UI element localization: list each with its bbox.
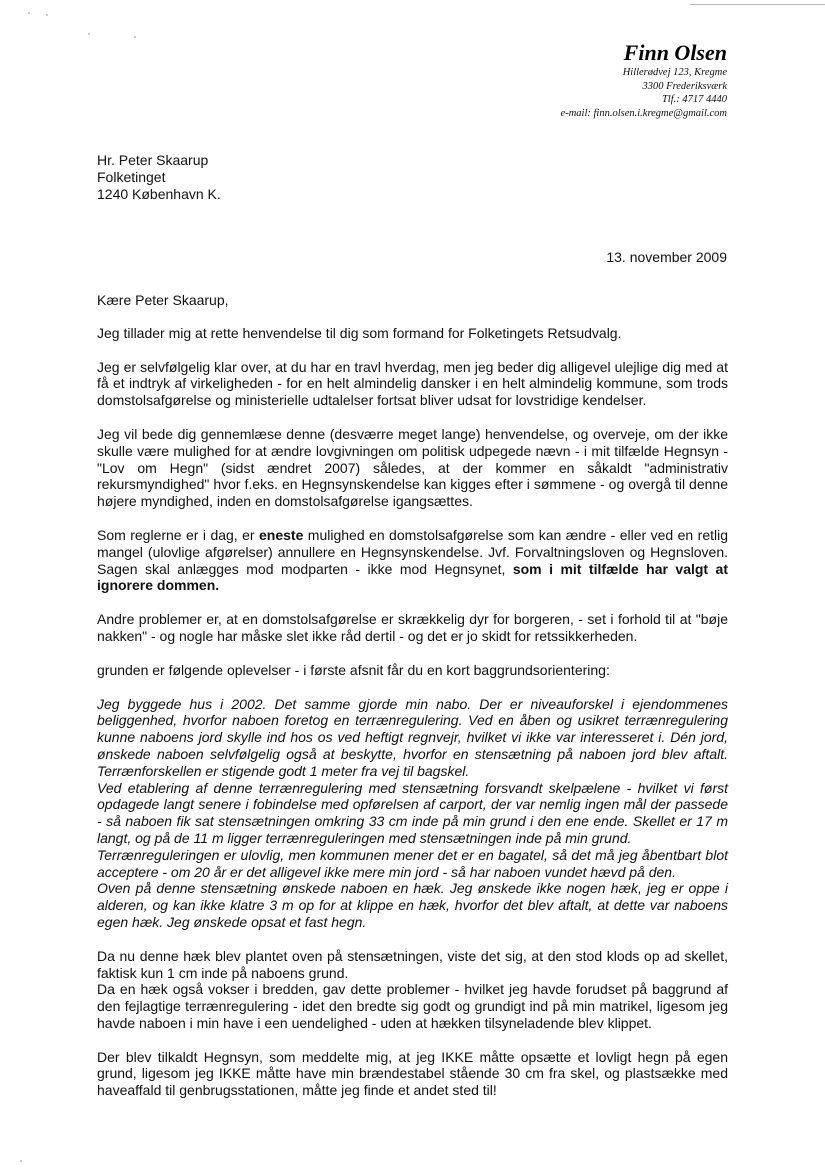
rules-text-a: Som reglerne er i dag, er — [97, 526, 260, 543]
paragraph-rules — [97, 527, 728, 594]
scan-speck — [46, 14, 48, 16]
scan-speck — [28, 12, 30, 14]
recipient-name: Hr. Peter Skaarup — [97, 152, 209, 168]
scan-speck — [20, 1160, 22, 1162]
hedge-text-b: Da en hæk også vokser i bredden, gav dette problemer - hvilket jeg havde forudset på baggrund af den fejlagtige terrænregulering - idet den bredte sig godt og grundigt ind på min matrikel, ligesom jeg havde naboen i min have i een uendelighed - uden at hækken tilsyneladende blev klippet. — [97, 981, 728, 1031]
background-paragraph: Terrænreguleringen er ulovlig, men kommunen mener det er en bagatel, så det må jeg åbentbart blot acceptere - om 20 år er det alligevel ikke mere min jord - så har naboen vundet hævd på den. — [97, 846, 728, 880]
background-paragraph: Oven på denne stensætning ønskede naboen en hæk. Jeg ønskede ikke nogen hæk, jeg er oppe i alderen, og kan ikke klatre 3 m op for at klippe en hæk, hvorfor det blev aftalt, at dette var naboens egen hæk. Jeg ønskede opsat et fast hegn. — [97, 880, 728, 930]
sender-address-city: 3300 Frederiksværk — [642, 80, 727, 92]
scan-edge-line — [690, 4, 825, 5]
sender-phone: Tlf.: 4717 4440 — [661, 94, 727, 105]
rules-emphasis-only: eneste — [259, 526, 304, 543]
paragraph-intro: Jeg tillader mig at rette henvendelse til dig som formand for Folketingets Retsudvalg. — [97, 324, 622, 341]
sender-email: e-mail: finn.olsen.i.kregme@gmail.com — [560, 107, 727, 119]
background-paragraph: Jeg byggede hus i 2002. Det samme gjorde min nabo. Der er niveauforskel i ejendommenes beliggenhed, hvorfor naboen foretog en terrænregulering. Ved en åben og usikret terrænregulering kunne naboens jord skylle ind hos os ved heftigt regnvejr, hvilket vi ikke var interesseret i. Dén jord, ønskede naboen selvfølgelig også at beskytte, hvorfor en stensætning på naboen jord blev aftalt. Terrænforskellen er stigende godt 1 meter fra vej til bagskel. — [97, 695, 728, 779]
paragraph-problems: Andre problemer er, at en domstolsafgørelse er skrækkelig dyr for borgeren, - set i forhold til at "bøje nakken" - og nogle har måske slet ikke råd dertil - og det er jo skidt for retssikkerheden. — [97, 611, 728, 644]
salutation: Kære Peter Skaarup, — [97, 292, 229, 308]
letter-date: 13. november 2009 — [606, 249, 727, 265]
letterhead — [561, 40, 727, 120]
paragraph-proposal: Jeg vil bede dig gennemlæse denne (desværre meget lange) henvendelse, og overveje, om der ikke skulle være mulighed for at ændre lovgivningen om politisk udpegede nævn - i mit tilfælde Hegnsyn - "Lov om Hegn" (sidst ændret 2007) således, at der kommer en såkaldt "administrativ rekursmyndighed" hvor f.eks. en Hegnsynskendelse kan kigges efter i sømmene - og overgå til denne højere myndighed, inden en domstolsafgørelse igangsættes. — [97, 425, 728, 510]
paragraph-hegnsyn: Der blev tilkaldt Hegnsyn, som meddelte mig, at jeg IKKE måtte opsætte et lovligt hegn på egen grund, ligesom jeg IKKE måtte have min brændestabel stående 30 cm fra skel, og plastsække med haveaffald til genbrugsstationen, måtte jeg finde et andet sted til! — [97, 1048, 728, 1099]
scan-speck — [88, 33, 90, 35]
recipient-org: Folketinget — [97, 169, 166, 185]
sender-name: Finn Olsen — [623, 40, 727, 65]
background-block — [97, 696, 728, 931]
sender-address-street: Hillerødvej 123, Kregme — [622, 67, 727, 78]
letter-body — [97, 292, 728, 1116]
rules-text-c: mulighed en domstolsafgørelse som kan ændre - eller ved en retlig mangel (ulovlige afgørelser) annullere en Hegnsynskendelse. Jvf. Forvaltningsloven og Hegnsloven. Sagen skal anlægges mod modparten - ikke mod Hegnsynet, — [97, 526, 728, 577]
rules-emphasis-ignored: som i mit tilfælde har valgt at ignorere dommen. — [97, 560, 729, 594]
hedge-text-a: Da nu denne hæk blev plantet oven på stensætningen, viste det sig, at den stod klods op ad skellet, faktisk kun 1 cm inde på naboens grund. — [97, 947, 728, 981]
background-paragraph: Ved etablering af denne terrænregulering med stensætning forsvandt skelpælene - hvilket vi først opdagede langt senere i fobindelse med opførelsen af carport, der var nemlig ingen mål der passede - så naboen fik sat stensætningen omkring 33 cm inde på min grund i den ene ende. Skellet er 17 m langt, og på de 11 m ligger terrænreguleringen med stensætningen inde på min grund. — [97, 779, 728, 846]
paragraph-reason: grunden er følgende oplevelser - i første afsnit får du en kort baggrundsorientering: — [97, 661, 610, 678]
paragraph-request: Jeg er selvfølgelig klar over, at du har en travl hverdag, men jeg beder dig alligevel ulejlige dig med at få et indtryk af virkeligheden - for en helt almindelig dansker i en helt almindelig kommune, som trods domstolsafgørelse og ministerielle udtalelser fortsat bliver udsat for lovstridige kendelser. — [97, 358, 728, 409]
recipient-address — [97, 152, 221, 203]
paragraph-hedge — [97, 948, 728, 1032]
scan-speck — [134, 36, 136, 38]
recipient-city: 1240 København K. — [97, 186, 221, 202]
